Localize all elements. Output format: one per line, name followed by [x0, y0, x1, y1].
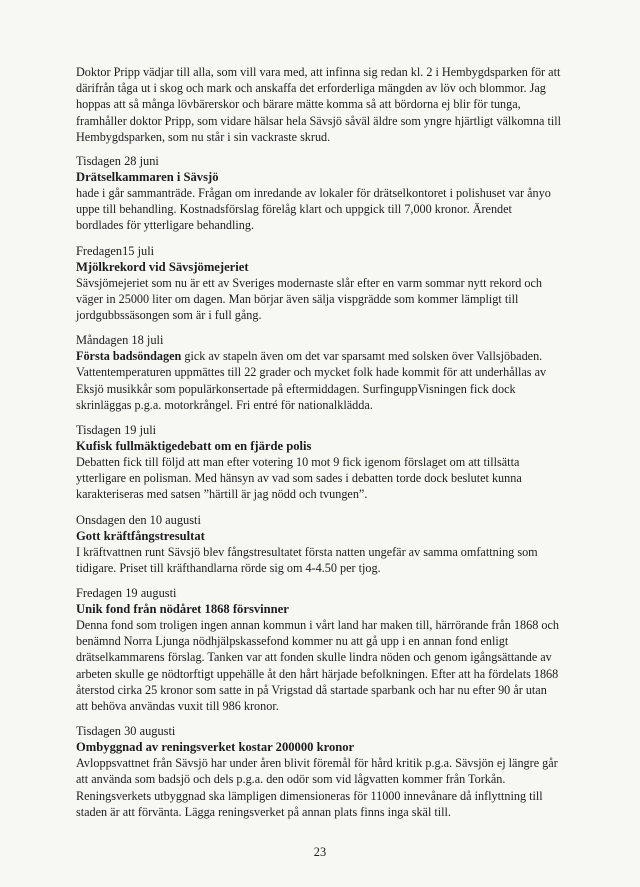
- entry-date: Fredagen15 juli: [76, 243, 155, 258]
- entry-date: Onsdagen den 10 augusti: [76, 512, 201, 527]
- entry-body: Sävsjömejeriet som nu är ett av Sveriges modernaste slår efter en varm sommar nytt rekord och väger in 25000 liter om dagen. Man börjar även sälja vispgrädde som kommer lämpligt till jordgubbssäsongen som är i full gång.: [76, 275, 543, 323]
- entry-headline: Unik fond från nödåret 1868 försvinner: [76, 602, 289, 617]
- entry-body: hade i går sammanträde. Frågan om inredande av lokaler för drätselkontoret i polishuset var ånyo uppe till behandling. Kostnadsförslag förelåg klart och uppgick till 7,000 kronor. Ärendet bordlades för ytterligare behandling.: [76, 186, 551, 233]
- document-page: [76, 64, 562, 829]
- entry-6: [76, 585, 562, 714]
- entry-body: Avloppsvattnet från Sävsjö har under åren blivit föremål för hård kritik p.g.a. Sävsjön ej längre går att använda som badsjö och dels p.g.a. den odör som vid lågvatten kommer från Torkån. Reningsverkets utbyggnad ska lämpligen dimensioneras för 11000 innevånare då inflyttning till staden är att förvänta. Lägga reningsverket på annan plats finns inga skäl till.: [76, 756, 558, 819]
- page-number: 23: [313, 845, 327, 859]
- entry-headline: Kufisk fullmäktigedebatt om en fjärde polis: [76, 439, 312, 454]
- entry-4: [76, 422, 562, 503]
- entry-body: Debatten fick till följd att man efter votering 10 mot 9 fick igenom förslaget om att tillsätta ytterligare en polisman. Med hänsyn av vad som sades i debatten torde dock beslutet kunna karakteriseras med satsen ”härtill är jag nödd och tvungen”.: [76, 455, 522, 502]
- entry-date: Tisdagen 19 juli: [76, 423, 157, 438]
- entry-body: I kräftvattnen runt Sävsjö blev fångstresultatet första natten ungefär av samma omfattning som tidigare. Priset till kräfthandlarna rörde sig om 4-4.50 per tjog.: [76, 544, 538, 575]
- entry-1: [76, 153, 562, 234]
- entry-date: Tisdagen 30 augusti: [76, 724, 176, 739]
- entry-headline: Ombyggnad av reningsverket kostar 200000 kronor: [76, 740, 355, 755]
- entry-body-with-inline-headline: [76, 348, 562, 413]
- entry-body: gick av stapeln även om det var sparsamt med solsken över Vallsjöbaden. Vattentemperaturen uppmättes till 22 grader och mycket folk hade kommit för att underhållas av Eksjö musikkår som populärkonsertade på eftermiddagen. SurfinguppVisningen fick dock skrinläggas p.g.a. motorkrångel. Fri entré för nationalklädda.: [76, 349, 547, 412]
- entry-body: Denna fond som troligen ingen annan kommun i vårt land har maken till, härrörande från 1868 och benämnd Norra Ljunga nödhjälpskassefond kommer nu att gå upp i en annan fond enligt drätselkammarens förslag. Tanken var att fonden skulle lindra nöden och genom igångsättande av arbeten skulle ge nödtorftigt uppehälle åt den hårt härjade befolkningen. Efter att ha fördelats 1868 återstod cirka 25 kronor som satte in på Vrigstad då startade sparbank och har nu efter 90 år utan att behöva användas vuxit till 986 kronor.: [76, 618, 559, 714]
- entry-2: [76, 243, 562, 324]
- intro-paragraph: Doktor Pripp vädjar till alla, som vill vara med, att infinna sig redan kl. 2 i Hembygdsparken för att därifrån tåga ut i skog och mark och anskaffa det erforderliga mängden av löv och blommor. Jag hoppas att så många lövbärerskor och bärare mätte komma så att bördorna ej blir för tunga, framhåller doktor Pripp, som vidare hälsar hela Sävsjö såväl äldre som yngre hjärtligt välkomna till Hembygdsparken, som nu står i sin vackraste skrud.: [76, 65, 562, 144]
- entry-date: Måndagen 18 juli: [76, 333, 164, 348]
- entry-headline: Drätselkammaren i Sävsjö: [76, 170, 219, 185]
- entry-date: Fredagen 19 augusti: [76, 586, 177, 601]
- entry-3: [76, 332, 562, 413]
- entry-7: [76, 723, 562, 820]
- entry-headline: Gott kräftfångstresultat: [76, 528, 205, 543]
- entry-headline: Första badsöndagen: [76, 349, 182, 364]
- entry-date: Tisdagen 28 juni: [76, 154, 159, 169]
- entry-headline: Mjölkrekord vid Sävsjömejeriet: [76, 259, 249, 274]
- entry-5: [76, 512, 562, 576]
